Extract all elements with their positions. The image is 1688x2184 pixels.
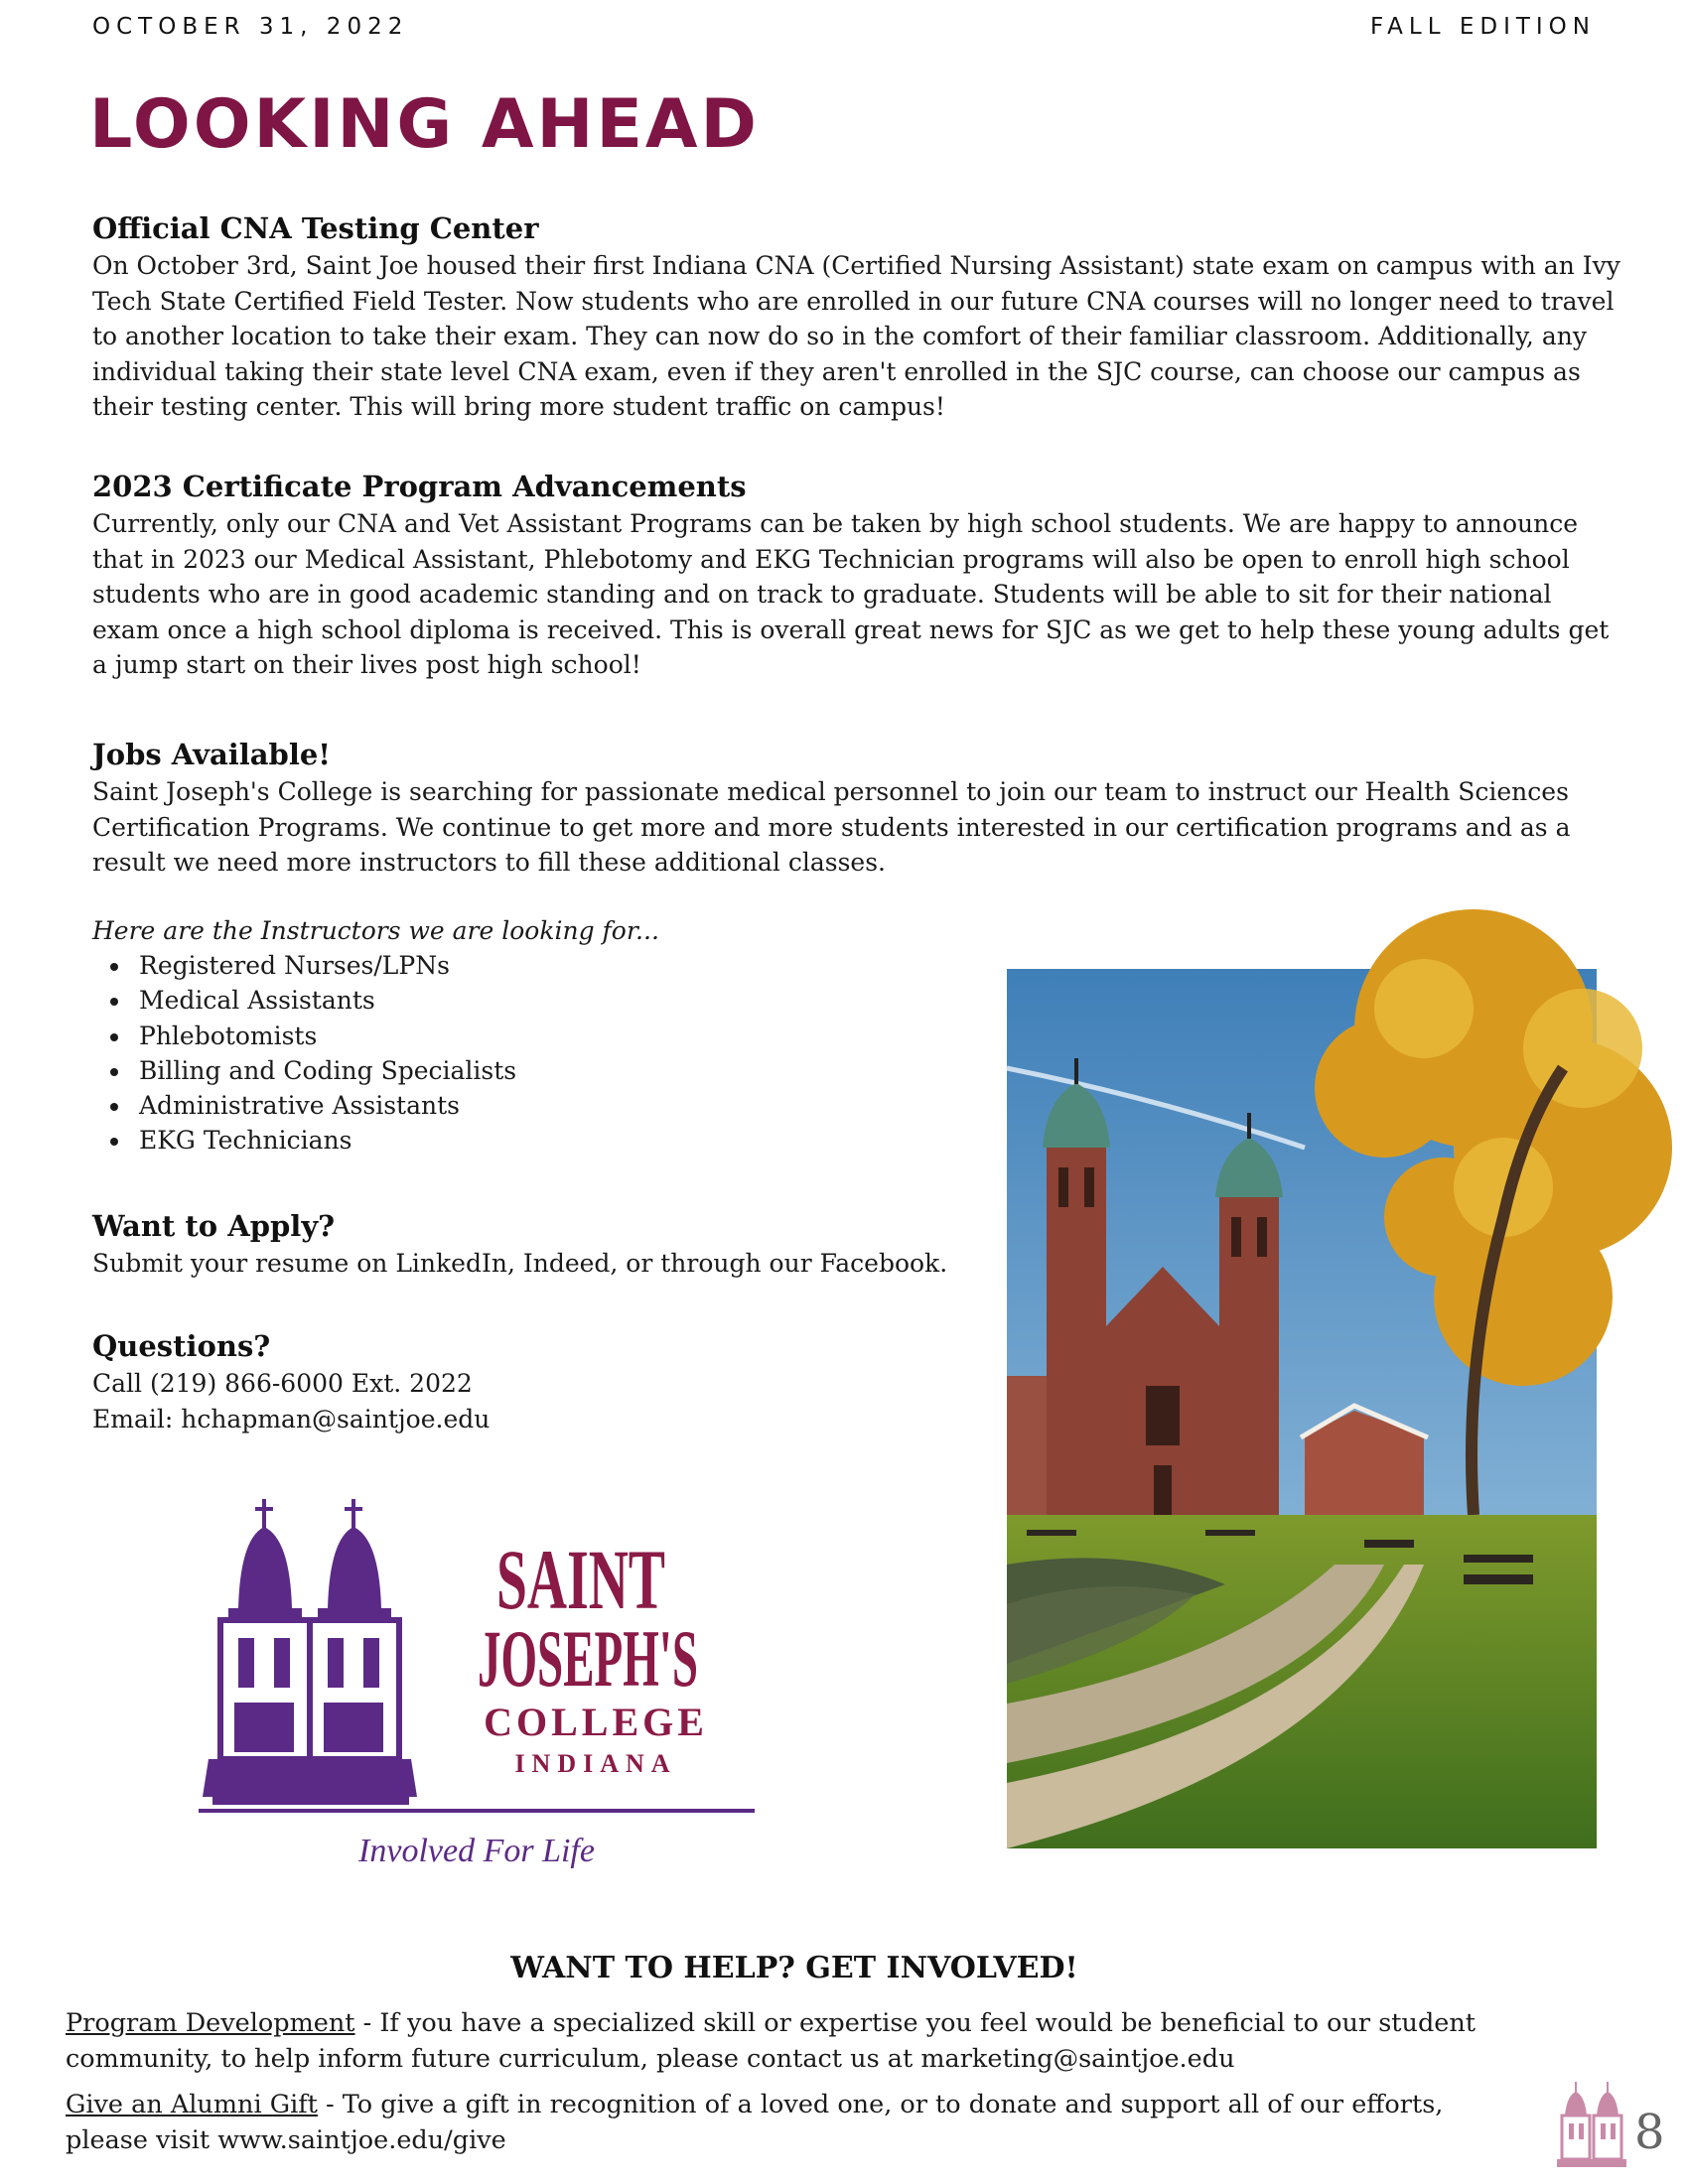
logo-line2: JOSEPH'S (478, 1613, 698, 1704)
list-item: Medical Assistants (92, 983, 516, 1018)
contact-email[interactable]: Email: hchapman@saintjoe.edu (92, 1404, 491, 1433)
list-item: Billing and Coding Specialists (92, 1053, 516, 1088)
contact-phone: Call (219) 866-6000 Ext. 2022 (92, 1369, 473, 1398)
section-heading: Want to Apply? (92, 1209, 336, 1243)
alumni-gift-text: - To give a gift in recognition of a loved one, or to donate and support all of our efforts, please visit www.saintjoe.edu/give (66, 2090, 1444, 2155)
logo-tagline: Involved For Life (358, 1833, 595, 1869)
list-item: EKG Technicians (92, 1123, 516, 1158)
logo-line1: SAINT (496, 1532, 665, 1627)
get-involved-heading: WANT TO HELP? GET INVOLVED! (510, 1951, 1078, 1985)
issue-date: OCTOBER 31, 2022 (92, 14, 409, 40)
tower-icon (292, 1499, 417, 1805)
section-certificate-programs (92, 467, 1621, 683)
list-item: Administrative Assistants (92, 1088, 516, 1123)
page-number: 8 (1634, 2105, 1665, 2160)
logo-line4: INDIANA (514, 1749, 677, 1778)
section-heading: Jobs Available! (92, 738, 332, 771)
section-heading: 2023 Certificate Program Advancements (92, 470, 747, 503)
program-development-link[interactable]: Program Development (66, 2008, 355, 2038)
program-development-text: - If you have a specialized skill or expertise you feel would be beneficial to our student community, to help inform future curriculum, please contact us at marketing@saintjoe.edu (66, 2008, 1477, 2074)
list-item: Phlebotomists (92, 1019, 516, 1053)
cta-alumni-gift (66, 2087, 1495, 2158)
list-item: Registered Nurses/LPNs (92, 948, 516, 983)
campus-photo (1007, 969, 1597, 1848)
cta-program-development (66, 2005, 1495, 2077)
section-heading: Official CNA Testing Center (92, 211, 539, 245)
instructor-list-intro: Here are the Instructors we are looking for... (92, 916, 659, 945)
section-body: Currently, only our CNA and Vet Assistant Programs can be taken by high school students. We are happy to announce that in 2023 our Medical Assistant, Phlebotomy and EKG Technician programs will also be open to enroll high school students who are in good academic standing and on track to graduate. Students will be able to sit for their national exam once a high school diploma is received. This is overall great news for SJC as we get to help these young adults get a jump start on their lives post high school! (92, 509, 1610, 679)
section-questions (92, 1326, 1046, 1436)
edition-label: FALL EDITION (1370, 14, 1596, 40)
alumni-gift-link[interactable]: Give an Alumni Gift (66, 2090, 318, 2119)
section-body: On October 3rd, Saint Joe housed their first Indiana CNA (Certified Nursing Assistant) state exam on campus with an Ivy Tech State Certified Field Tester. Now students who are enrolled in our future CNA courses will no longer need to travel to another location to take their exam. They can now do so in the comfort of their familiar classroom. Additionally, any individual taking their state level CNA exam, even if they aren't enrolled in the SJC course, can choose our campus as their testing center. This will bring more student traffic on campus! (92, 251, 1620, 421)
section-heading: Questions? (92, 1329, 271, 1363)
section-want-to-apply (92, 1206, 1046, 1282)
logo-line3: COLLEGE (484, 1700, 708, 1744)
towers-icon (1557, 2082, 1626, 2171)
page-title: LOOKING AHEAD (89, 85, 760, 164)
section-body: Saint Joseph's College is searching for passionate medical personnel to join our team to instruct our Health Sciences Certification Programs. We continue to get more and more students interested in our certification programs and as a result we need more instructors to fill these additional classes. (92, 777, 1571, 877)
section-jobs-available (92, 735, 1621, 881)
section-body: Submit your resume on LinkedIn, Indeed, or through our Facebook. (92, 1249, 948, 1278)
section-cna-testing (92, 208, 1621, 425)
instructor-list (92, 948, 516, 1159)
college-logo (199, 1499, 765, 1886)
